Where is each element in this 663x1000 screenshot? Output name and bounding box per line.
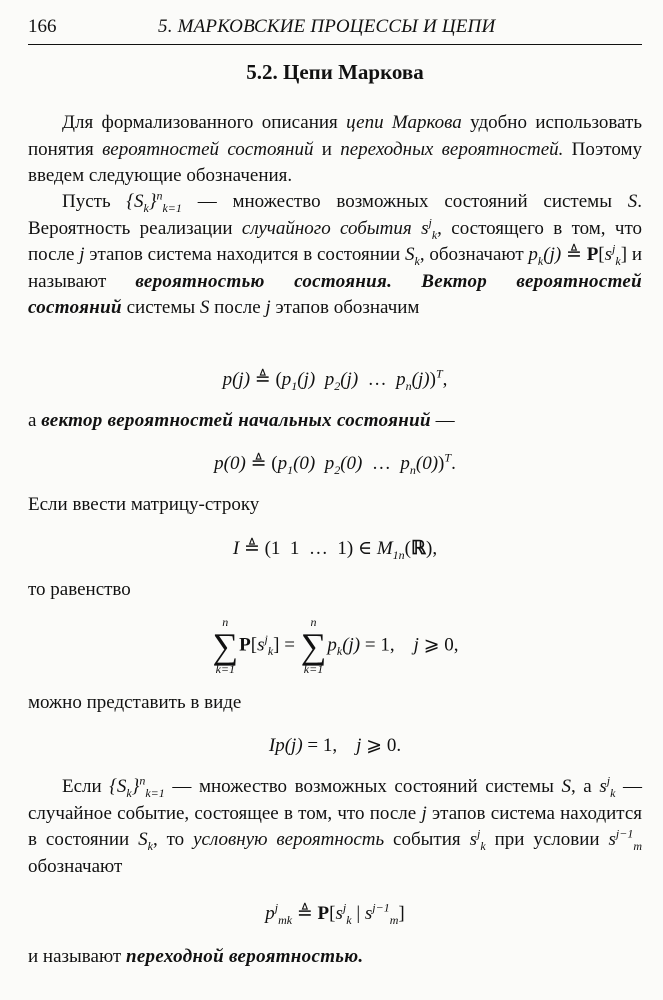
paragraph-transition: Если $\{S_k\}^n_{k=1}$ — множество возможных состояний системы S, а $s^j_k$ — случайное событие, состоящее в том, что после j этапов система находится в состоянии $S_k$, то условную вероятность события $s^j_k$ при условии $s^{j-1}_m$ обозначают [28,773,642,877]
paragraph-transition-name: и называют переходной вероятностью. [28,946,364,967]
sum-symbol: n ∑ k=1 [300,615,327,676]
equation-row-matrix: I ≜ (1 1 … 1) ∈ $M_{1n}(ℝ)$, [232,538,438,562]
paragraph-definitions: Пусть $\{S_k\}^n_{k=1}$ — множество возможных состояний системы S. Вероятность реализации случайного события $s^j_k$, состоящего в том, что после j этапов система находится в состоянии $S_k$, обозначают $p_k(j)$ ≜ $P[s^j_k]$ и называют вероятностью состояния. Вектор вероятностей состояний системы S после j этапов обозначим [28,188,643,318]
page-header [28,14,642,40]
header-rule [28,44,642,45]
equation-state-vector: p(j) ≜ ($p_1(j)$ $p_2(j)$ … $p_n(j))^T$, [222,366,448,393]
equation-initial-vector: p(0) ≜ ($p_1(0)$ $p_2(0)$ … $p_n(0))^T$. [214,450,456,477]
section-title: 5.2. Цепи Маркова [246,60,424,84]
paragraph-equality: то равенство [28,579,131,600]
paragraph-represent: можно представить в виде [28,692,242,713]
paragraph-intro: Для формализованного описания цепи Маркова удобно использовать понятия вероятностей состояний и переходных вероятностей. Поэтому введем следующие обозначения. [28,112,643,186]
paragraph-initial-vector: а вектор вероятностей начальных состояний — [28,410,455,431]
running-title: 5. МАРКОВСКИЕ ПРОЦЕССЫ И ЦЕПИ [158,16,496,37]
equation-normalization: Ip(j) = 1, j ⩾ 0. [268,735,402,756]
book-page [28,0,642,1000]
equation-transition-probability: $p^j_{mk}$ ≜ $P[s^j_k$ | $s^{j-1}_m$] [265,900,405,927]
equation-sum: n ∑ k=1 $P[s^j_k]$ = n ∑ k=1 $p_k(j) = 1$, j ⩾ 0, [212,615,459,676]
paragraph-row-matrix: Если ввести матрицу-строку [28,494,260,515]
page-number: 166 [28,16,57,37]
sum-symbol: n ∑ k=1 [212,615,239,676]
